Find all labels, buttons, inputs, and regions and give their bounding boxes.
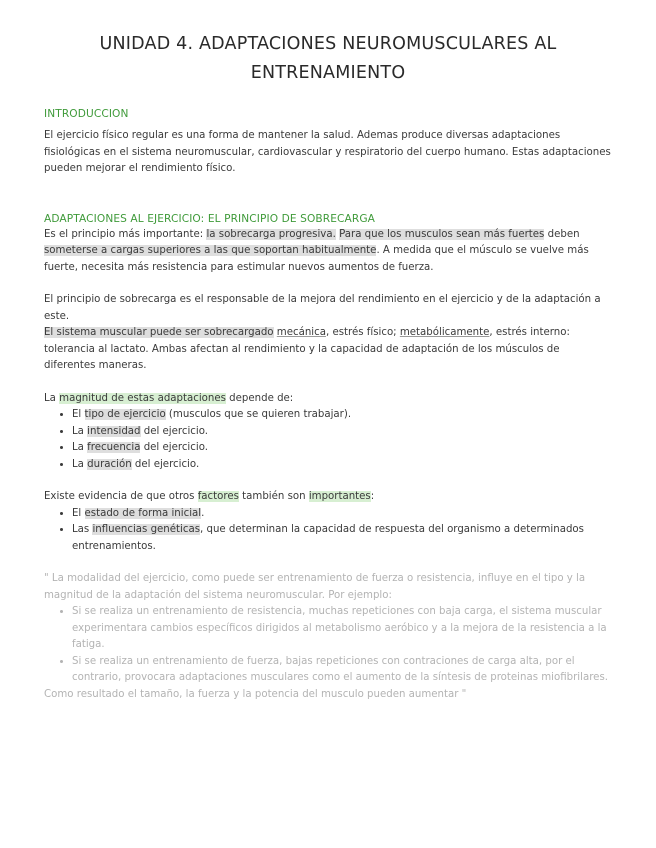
- intro-heading: INTRODUCCION: [44, 108, 129, 120]
- other-factors-list: [44, 506, 612, 556]
- underline-metabolic: metabólicamente: [399, 327, 490, 338]
- list-item: • Si se realiza un entrenamiento de resistencia, muchas repeticiones con baja carga, el sistema muscular experimentara cambios específicos dirigidos al metabolismo aeróbico y a la mejora de la resistencia a la fatiga.: [72, 604, 612, 654]
- list-item: • El estado de forma inicial.: [72, 506, 612, 523]
- page-title: [44, 30, 612, 88]
- overload-heading: ADAPTACIONES AL EJERCICIO: EL PRINCIPIO DE SOBRECARGA: [44, 212, 375, 225]
- factors-list: [44, 407, 612, 473]
- overload-paragraph-2: El principio de sobrecarga es el responsable de la mejora del rendimiento en el ejercicio y de la adaptación a este.: [44, 294, 601, 322]
- intro-paragraph: El ejercicio físico regular es una forma de mantener la salud. Ademas produce diversas adaptaciones fisiológicas en el sistema neuromuscular, cardiovascular y respiratorio del cuerpo humano. Estas adaptaciones pueden mejorar el rendimiento físico.: [44, 130, 611, 174]
- overload-paragraph-5: Existe evidencia de que otros factores también son importantes:: [44, 491, 375, 502]
- overload-paragraph-1: Es el principio más importante: la sobrecarga progresiva. Para que los musculos sean más fuertes deben someterse a cargas superiores a las que soportan habitualmente. A medida que el músculo se vuelve más fuerte, necesita más resistencia para estimular nuevos aumentos de fuerza.: [44, 228, 589, 273]
- overload-paragraph-3: El sistema muscular puede ser sobrecargado mecánica, estrés físico; metabólicamente, estrés interno: tolerancia al lactato. Ambas afectan al rendimiento y la capacidad de adaptación de los músculos de diferentes maneras.: [44, 327, 570, 371]
- list-item: • El tipo de ejercicio (musculos que se quieren trabajar).: [72, 407, 612, 424]
- highlight-higher-loads: someterse a cargas superiores a las que soportan habitualmente: [44, 245, 377, 256]
- title-line-1: UNIDAD 4. ADAPTACIONES NEUROMUSCULARES AL: [99, 34, 557, 54]
- list-item: • Las influencias genéticas, que determinan la capacidad de respuesta del organismo a determinados entrenamientos.: [72, 522, 612, 555]
- title-line-2: ENTRENAMIENTO: [250, 63, 406, 83]
- quote-outro: Como resultado el tamaño, la fuerza y la potencia del musculo pueden aumentar ": [44, 688, 467, 700]
- list-item: • La duración del ejercicio.: [72, 457, 612, 474]
- highlight-stronger-muscles: Para que los musculos sean más fuertes: [339, 228, 545, 240]
- list-item: • Si se realiza un entrenamiento de fuerza, bajas repeticiones con contraciones de carga alta, por el contrario, provocara adaptaciones musculares como el aumento de la síntesis de proteinas miofibrilares.: [72, 654, 612, 687]
- highlight-important: importantes: [308, 491, 371, 502]
- list-item: • La intensidad del ejercicio.: [72, 424, 612, 441]
- quote-intro: " La modalidad del ejercicio, como puede ser entrenamiento de fuerza o resistencia, influye en el tipo y la magnitud de la adaptación del sistema neuromuscular. Por ejemplo:: [44, 573, 586, 601]
- highlight-muscular-system: El sistema muscular puede ser sobrecargado: [44, 327, 274, 338]
- quote-list: [44, 604, 612, 687]
- quote-block: [44, 555, 612, 703]
- underline-mechanical: mecánica: [276, 327, 326, 338]
- highlight-factors: factores: [197, 491, 239, 502]
- list-item: • La frecuencia del ejercicio.: [72, 440, 612, 457]
- overload-paragraph-4: La magnitud de estas adaptaciones depende de:: [44, 392, 294, 404]
- highlight-progressive-overload: la sobrecarga progresiva.: [206, 228, 336, 240]
- highlight-magnitude: magnitud de estas adaptaciones: [59, 392, 226, 404]
